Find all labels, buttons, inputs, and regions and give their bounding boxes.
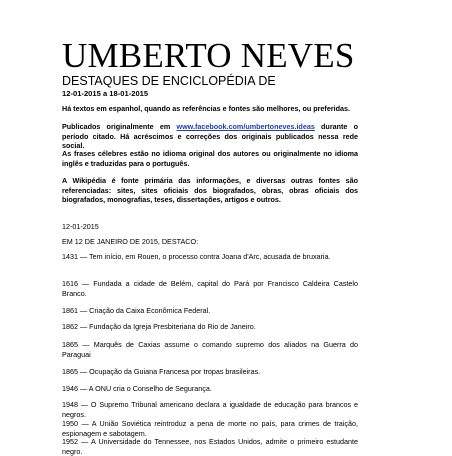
day-heading: EM 12 DE JANEIRO DE 2015, DESTACO: — [62, 237, 199, 246]
list-item: 1950 — A União Soviética reintroduz a pena de morte no país, para crimes de traição, espionagem e sabotagem. — [62, 419, 358, 438]
list-item: 1865 — Marquês de Caxias assume o comando supremo dos aliados na Guerra do Paraguai — [62, 340, 358, 359]
document-title: UMBERTO NEVES — [62, 36, 355, 75]
date-range: 12-01-2015 a 18-01-2015 — [62, 89, 149, 98]
document-subtitle: DESTAQUES DE ENCICLOPÉDIA DE — [62, 74, 276, 88]
source-text-before: Publicados originalmente em — [62, 122, 177, 131]
list-item: 1862 — Fundação da Igreja Presbiteriana do Rio de Janeiro. — [62, 322, 256, 331]
intro-paragraph-source — [62, 122, 358, 151]
intro-paragraph-language: Há textos em espanhol, quando as referências e fontes são melhores, ou preferidas. — [62, 104, 350, 113]
list-item: 1952 — A Universidade do Tennessee, nos Estados Unidos, admite o primeiro estudante negro. — [62, 437, 358, 456]
list-item: 1616 — Fundada a cidade de Belém, capital do Pará por Francisco Caldeira Castelo Branco. — [62, 279, 358, 298]
source-text-after: durante o período citado. Há acréscimos e correções dos originais publicados nessa rede social. — [62, 122, 358, 151]
list-item: 1861 — Criação da Caixa Econômica Federal. — [62, 306, 211, 315]
day-date: 12-01-2015 — [62, 222, 99, 231]
intro-paragraph-quotes: As frases célebres estão no idioma original dos autores ou originalmente no idioma inglês e traduzidas para o português. — [62, 149, 358, 168]
list-item: 1431 — Tem início, em Rouen, o processo contra Joana d'Arc, acusada de bruxaria. — [62, 252, 331, 261]
facebook-link[interactable]: www.facebook.com/umbertoneves.ideas — [176, 122, 315, 131]
list-item: 1865 — Ocupação da Guiana Francesa por tropas brasileiras. — [62, 367, 261, 376]
list-item: 1946 — A ONU cria o Conselho de Segurança. — [62, 384, 212, 393]
intro-paragraph-wikipedia: A Wikipédia é fonte primária das informações, e diversas outras fontes são referenciadas: sites, sites oficiais dos biografados, obras, obras oficiais dos biografados, monografias, teses, dissertações, artigos e outros. — [62, 176, 358, 205]
list-item: 1948 — O Supremo Tribunal americano declara a igualdade de educação para brancos e negros. — [62, 400, 358, 419]
